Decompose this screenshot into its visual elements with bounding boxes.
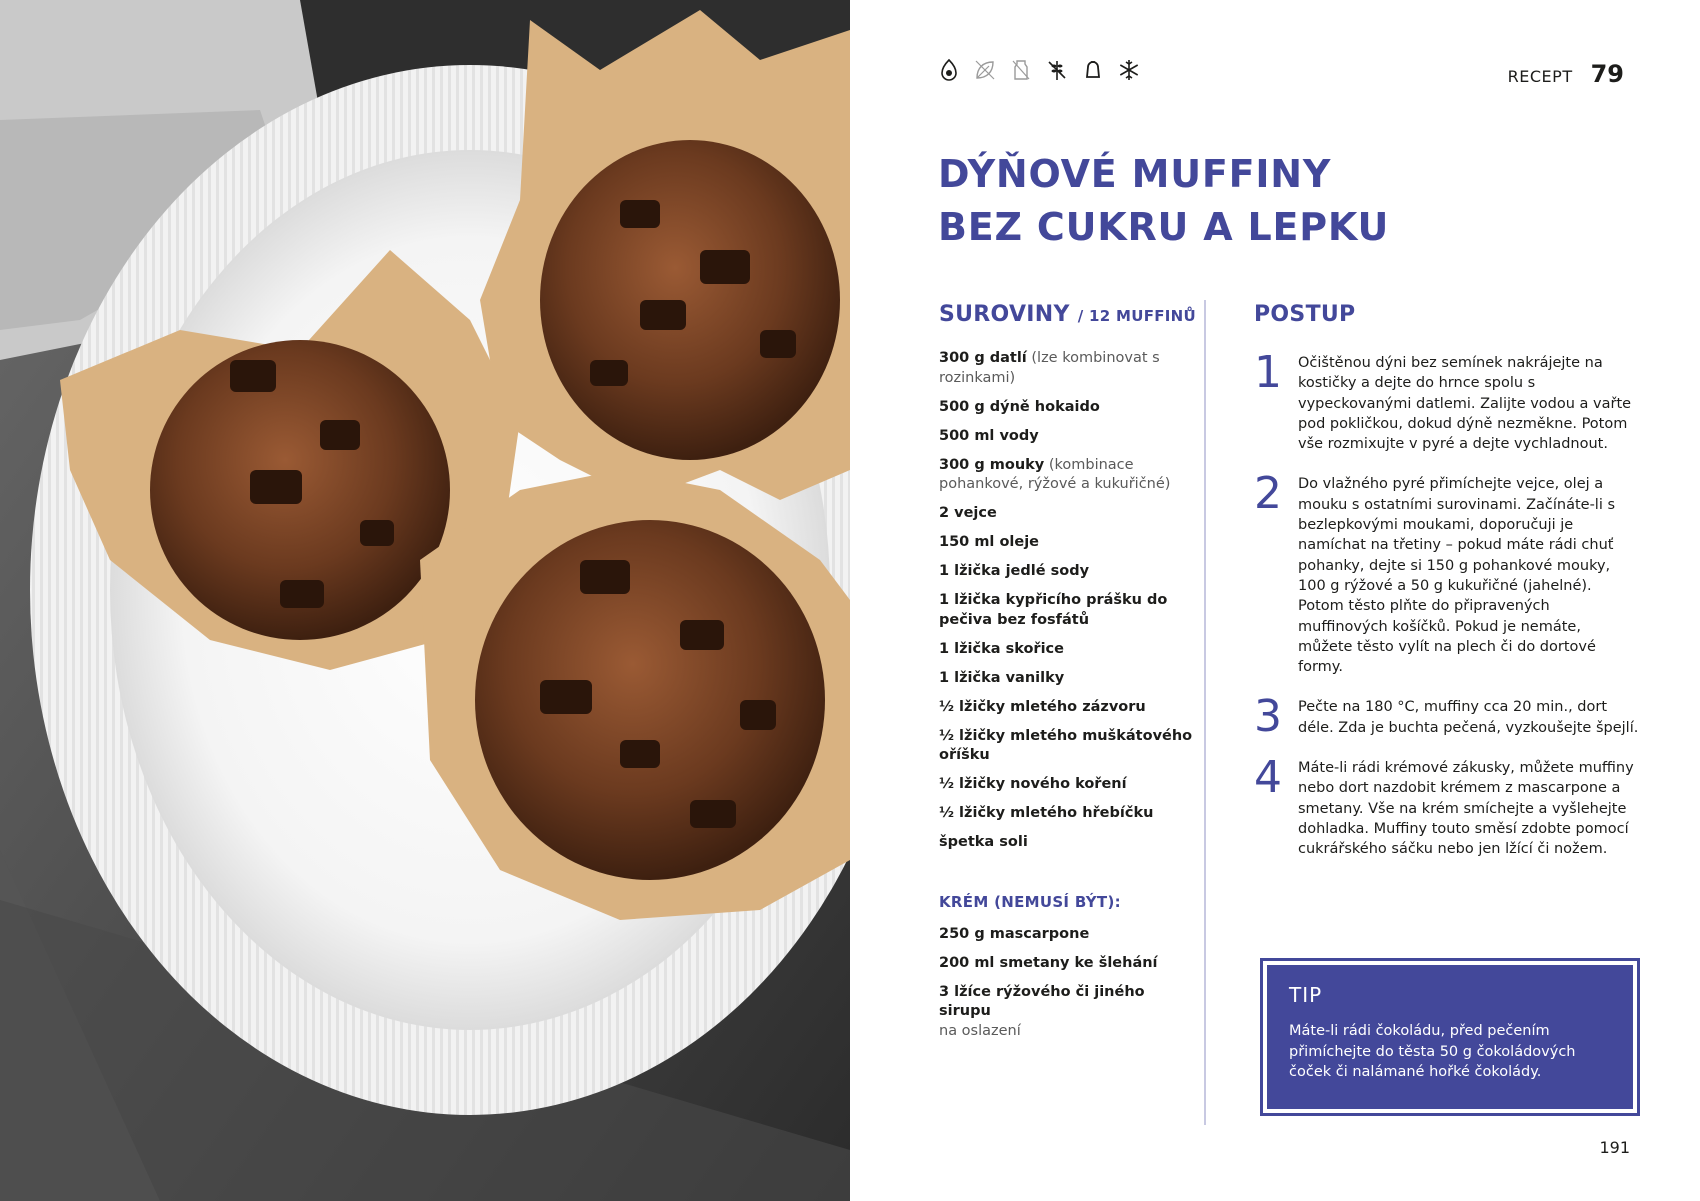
tip-heading: TIP	[1289, 983, 1323, 1007]
title-line-2: BEZ CUKRU A LEPKU	[938, 205, 1390, 249]
tip-box	[1260, 958, 1640, 1116]
recipe-title	[938, 148, 1578, 254]
ingredient-item: špetka soli	[939, 834, 1028, 850]
step-number: 3	[1254, 691, 1282, 743]
step-text: Máte-li rádi krémové zákusky, můžete muffiny nebo dort nazdobit krémem z mascarpone a smetany. Vše na krém smíchejte a vyšlehejte dohladka. Muffiny touto směsí zdobte pomocí cukrářského sáčku nebo jen lžící či nožem.	[1298, 760, 1634, 858]
ingredient-item: ½ lžičky mletého zázvoru	[939, 698, 1146, 715]
ingredients-yield: / 12 MUFFINŮ	[1077, 307, 1196, 325]
step-text: Očištěnou dýni bez semínek nakrájejte na kostičky a dejte do hrnce spolu s vypeckovanými datlemi. Zalijte vodou a vařte pod pokličkou, dokud dýně nezměkne. Potom vše rozmixujte v pyré a dejte vychladnout.	[1298, 355, 1632, 453]
ingredients-heading	[939, 302, 1199, 327]
step-text: Do vlažného pyré přimíchejte vejce, olej a mouku s ostatními surovinami. Začínáte-li s bezlepkovými moukami, doporučuji je namíchat na třetiny – pokud máte rádi chuť pohanky, dejte si 150 g pohankové mouky, 100 g rýžové a 50 g kukuřičné (jahelné). Potom těsto plňte do připravených muffinových košíčků. Pokud je nemáte, můžete těsto vylít na plech či do dortové formy.	[1298, 476, 1616, 676]
ingredients-column	[939, 302, 1199, 1051]
column-divider	[1204, 300, 1206, 1125]
ingredient-item: ½ lžičky mletého muškátového oříšku	[939, 727, 1193, 763]
bell-icon	[1081, 58, 1105, 82]
recipe-number-header	[1508, 60, 1624, 88]
ingredient-item: 2 vejce	[939, 505, 997, 521]
section-label: RECEPT	[1507, 67, 1573, 86]
tip-text: Máte-li rádi čokoládu, před pečením přimíchejte do těsta 50 g čokoládových čoček či nalámané hořké čokolády.	[1289, 1023, 1576, 1080]
procedure-step	[1254, 347, 1639, 454]
recipe-number: 79	[1590, 60, 1624, 88]
ingredient-item: 1 lžička jedlé sody	[939, 563, 1090, 579]
diet-icons	[937, 58, 1141, 82]
ingredient-item: 3 lžíce rýžového či jiného sirupu na oslazení	[939, 983, 1145, 1039]
procedure-step	[1254, 468, 1639, 677]
ingredient-list	[939, 349, 1199, 853]
ingredient-item: 300 g mouky (kombinace pohankové, rýžové a kukuřičné)	[939, 456, 1171, 492]
ingredients-heading-text: SUROVINY	[939, 302, 1070, 327]
step-text: Pečte na 180 °C, muffiny cca 20 min., dort déle. Zda je buchta pečená, vyzkoušejte špejlí.	[1298, 699, 1639, 736]
ingredient-item: 1 lžička kypřicího prášku do pečiva bez fosfátů	[939, 592, 1168, 628]
procedure-step	[1254, 691, 1639, 743]
page-number: 191	[1599, 1138, 1630, 1157]
ingredient-item: 500 ml vody	[939, 427, 1039, 444]
ingredient-item: 1 lžička vanilky	[939, 669, 1065, 686]
ingredient-item: 150 ml oleje	[939, 534, 1040, 550]
cream-ingredient-list	[939, 925, 1199, 1042]
ingredient-item: 200 ml smetany ke šlehání	[939, 954, 1158, 971]
recipe-page	[850, 0, 1700, 1201]
procedure-step	[1254, 752, 1639, 859]
ingredient-item: 1 lžička skořice	[939, 640, 1064, 657]
ingredient-item: ½ lžičky mletého hřebíčku	[939, 805, 1154, 821]
leaf-icon	[973, 58, 997, 82]
avocado-icon	[937, 58, 961, 82]
step-number: 1	[1254, 347, 1282, 398]
step-number: 4	[1254, 752, 1282, 804]
ingredient-item: ½ lžičky nového koření	[939, 776, 1127, 792]
milk-carton-crossed-icon	[1009, 58, 1033, 82]
procedure-heading: POSTUP	[1254, 302, 1356, 327]
procedure-steps	[1254, 347, 1639, 860]
wheat-crossed-icon	[1045, 58, 1069, 82]
tip-box-inner	[1267, 965, 1633, 1109]
step-number: 2	[1254, 468, 1282, 520]
title-line-1: DÝŇOVÉ MUFFINY	[938, 152, 1332, 196]
ingredient-item: 250 g mascarpone	[939, 925, 1090, 942]
cream-heading: KRÉM (NEMUSÍ BÝT):	[939, 892, 1121, 911]
procedure-column	[1254, 302, 1639, 880]
snowflake-icon	[1117, 58, 1141, 82]
ingredient-item: 300 g datlí (lze kombinovat s rozinkami)	[939, 350, 1160, 386]
ingredient-item: 500 g dýně hokaido	[939, 398, 1100, 415]
